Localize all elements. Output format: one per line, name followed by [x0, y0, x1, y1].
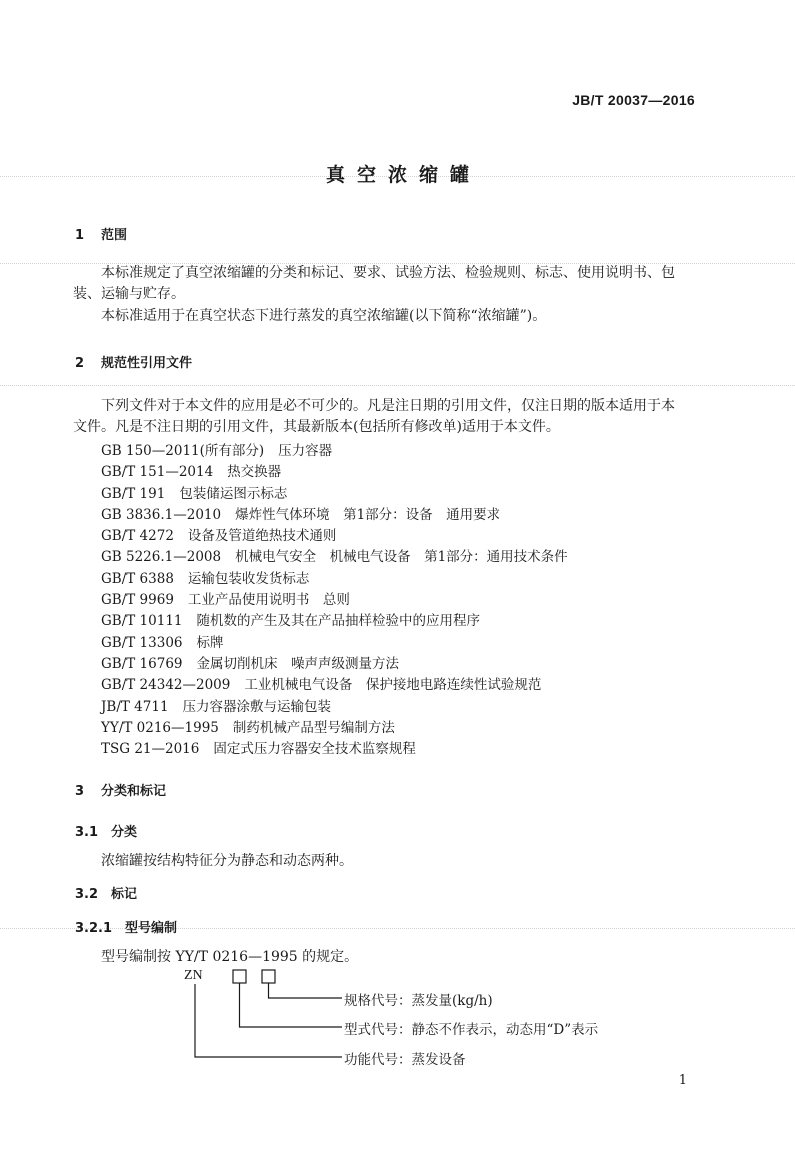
section-number: 2 [75, 356, 85, 371]
section-title: 分类和标记 [101, 784, 167, 799]
reference-title: 制药机械产品型号编制方法 [232, 720, 395, 736]
section-title: 规范性引用文件 [101, 356, 193, 371]
function-code-label: 功能代号：蒸发设备 [344, 1052, 466, 1068]
reference-code: GB 3836.1—2010 [101, 507, 222, 523]
reference-code: TSG 21—2016 [101, 741, 200, 757]
section-title: 范围 [101, 228, 128, 243]
reference-title: 包装储运图示标志 [179, 486, 288, 502]
section-title: 标记 [111, 887, 138, 902]
type-connector [240, 983, 343, 1027]
spec-code-box [262, 970, 275, 983]
reference-code: GB 5226.1—2008 [101, 549, 222, 565]
standard-code: JB/T 20037—2016 [572, 92, 695, 108]
section-number: 3.2 [75, 887, 99, 902]
reference-title: 运输包装收发货标志 [187, 571, 310, 587]
scope-paragraph-1: 本标准规定了真空浓缩罐的分类和标记、要求、试验方法、检验规则、标志、使用说明书、包装、运输与贮存。 [73, 265, 675, 302]
reference-code: GB/T 24342—2009 [101, 677, 231, 693]
model-prefix: ZN [184, 968, 203, 983]
references-intro: 下列文件对于本文件的应用是必不可少的。凡是注日期的引用文件，仅注日期的版本适用于本文件。凡是不注日期的引用文件，其最新版本(包括所有修改单)适用于本文件。 [73, 398, 675, 435]
reference-title: 设备及管道绝热技术通则 [187, 528, 337, 544]
reference-code: GB/T 13306 [101, 635, 183, 651]
section-number: 3.2.1 [75, 921, 113, 936]
spec-connector [269, 983, 343, 998]
reference-code: GB 150—2011(所有部分) [101, 443, 265, 459]
reference-title: 金属切削机床 噪声声级测量方法 [196, 656, 399, 672]
reference-code: GB/T 16769 [101, 656, 183, 672]
reference-title: 固定式压力容器安全技术监察规程 [213, 741, 416, 757]
reference-code: YY/T 0216—1995 [101, 720, 219, 736]
reference-code: GB/T 10111 [101, 613, 183, 629]
reference-title: 工业产品使用说明书 总则 [187, 592, 350, 608]
reference-title: 压力容器涂敷与运输包装 [182, 699, 332, 715]
type-code-box [233, 970, 246, 983]
spec-code-label: 规格代号：蒸发量(kg/h) [344, 993, 493, 1009]
section-title: 分类 [111, 825, 138, 840]
reference-title: 随机数的产生及其在产品抽样检验中的应用程序 [196, 613, 480, 629]
reference-code: GB/T 4272 [101, 528, 174, 544]
reference-title: 标牌 [196, 635, 224, 651]
type-code-label: 型式代号：静态不作表示，动态用“D”表示 [344, 1022, 599, 1038]
reference-code: GB/T 151—2014 [101, 464, 214, 480]
reference-code: GB/T 6388 [101, 571, 174, 587]
reference-title: 压力容器 [278, 443, 333, 459]
section-number: 1 [75, 228, 85, 243]
document-title: 真空浓缩罐 [325, 164, 481, 186]
reference-title: 工业机械电气设备 保护接地电路连续性试验规范 [244, 677, 542, 693]
section-number: 3.1 [75, 825, 99, 840]
reference-code: GB/T 9969 [101, 592, 174, 608]
reference-title: 热交换器 [227, 464, 282, 480]
scope-paragraph-2: 本标准适用于在真空状态下进行蒸发的真空浓缩罐(以下简称“浓缩罐”)。 [101, 308, 547, 324]
reference-code: GB/T 191 [101, 486, 166, 502]
reference-title: 爆炸性气体环境 第1部分：设备 通用要求 [235, 507, 501, 523]
page-number: 1 [678, 1073, 687, 1088]
section-number: 3 [75, 784, 85, 799]
section-title: 型号编制 [125, 921, 178, 936]
reference-title: 机械电气安全 机械电气设备 第1部分：通用技术条件 [235, 549, 568, 565]
model-text: 型号编制按 YY/T 0216—1995 的规定。 [101, 949, 359, 965]
classification-text: 浓缩罐按结构特征分为静态和动态两种。 [101, 853, 353, 869]
reference-code: JB/T 4711 [101, 699, 169, 715]
